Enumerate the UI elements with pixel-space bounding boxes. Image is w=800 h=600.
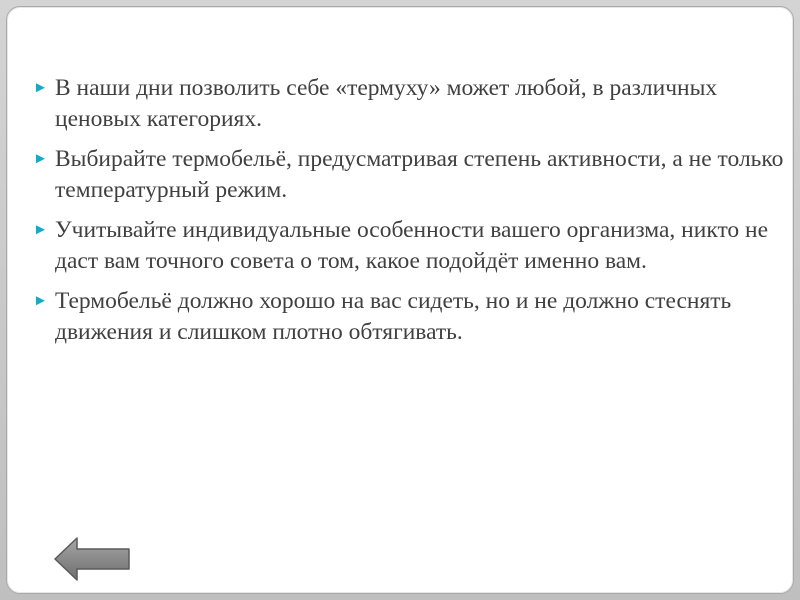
bullet-item — [33, 144, 785, 206]
bullet-marker-icon: ► — [33, 80, 48, 96]
bullet-text: В наши дни позволить себе «термуху» может любой, в различных ценовых категориях. — [55, 75, 718, 132]
bullet-text: Выбирайте термобельё, предусматривая степень активности, а не только температурный режим. — [55, 146, 784, 203]
bullet-marker-icon: ► — [33, 151, 48, 167]
bullet-text: Учитывайте индивидуальные особенности вашего организма, никто не даст вам точного совета о том, какое подойдёт именно вам. — [55, 217, 769, 274]
bullet-list — [33, 73, 785, 357]
arrow-left-icon — [53, 536, 133, 582]
bullet-item — [33, 286, 785, 348]
bullet-item — [33, 215, 785, 277]
bullet-item — [33, 73, 785, 135]
bullet-text: Термобельё должно хорошо на вас сидеть, но и не должно стеснять движения и слишком плотно обтягивать. — [55, 288, 732, 345]
slide-panel — [6, 6, 794, 594]
bullet-marker-icon: ► — [33, 222, 48, 238]
bullet-marker-icon: ► — [33, 293, 48, 309]
back-button[interactable] — [53, 536, 133, 582]
